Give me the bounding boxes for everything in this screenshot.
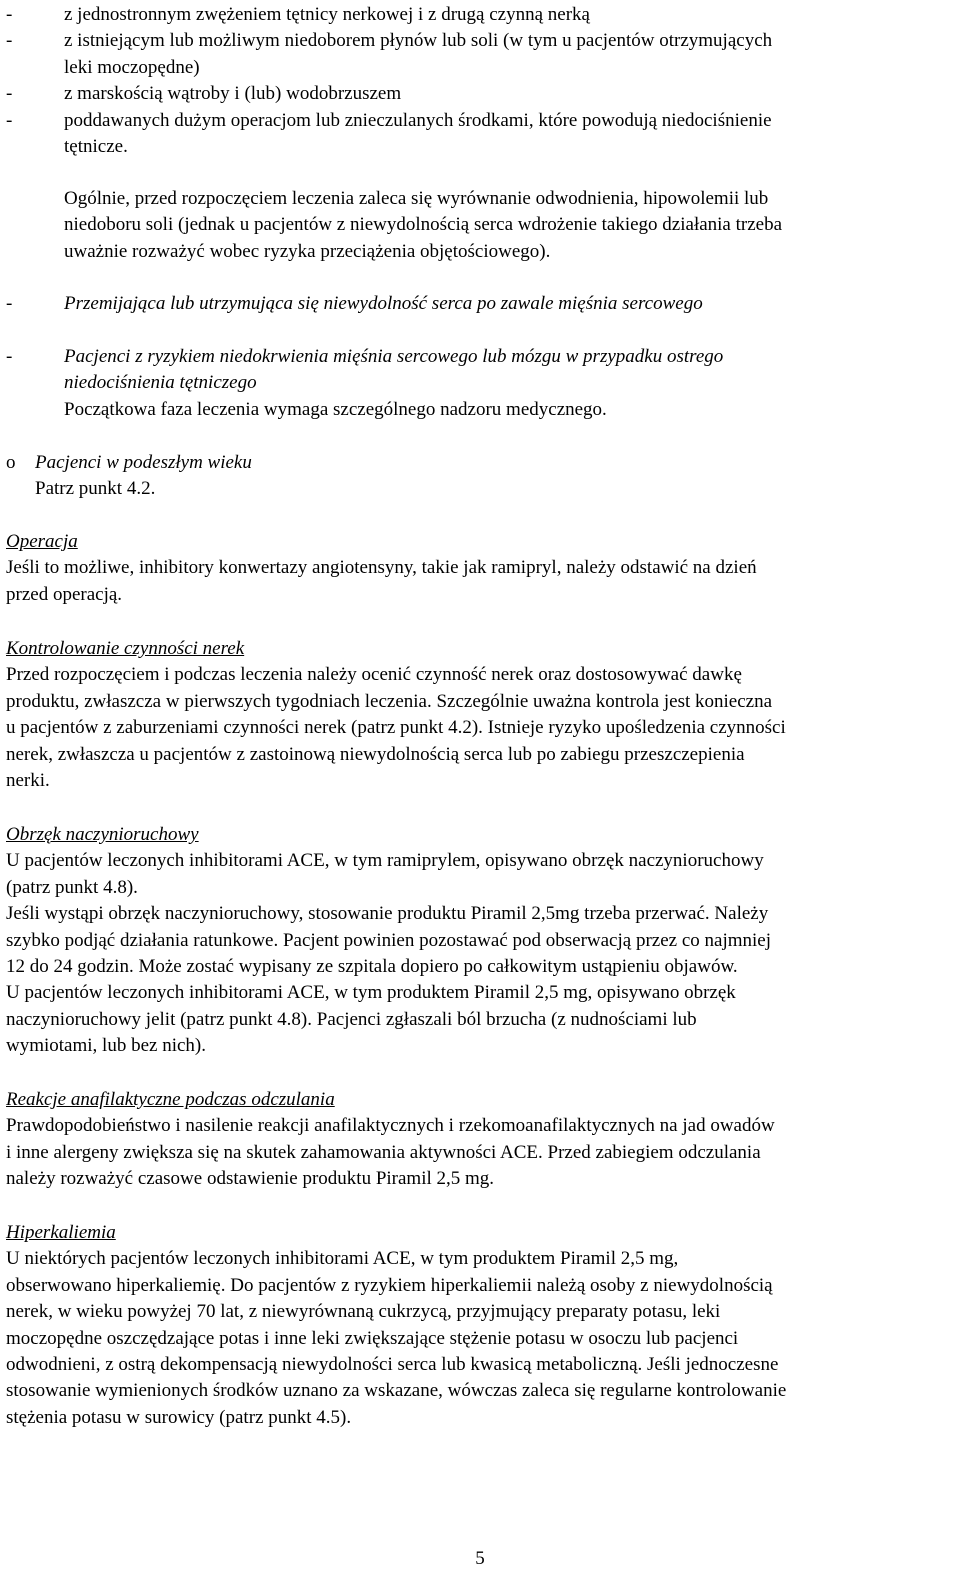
list-item-text: Patrz punkt 4.2. — [35, 478, 156, 500]
section-line: (patrz punkt 4.8). — [6, 876, 138, 898]
section-heading: Obrzęk naczynioruchowy — [6, 824, 199, 845]
list-dash: - — [6, 293, 13, 314]
section-line: nerek, zwłaszcza u pacjentów z zastoinową niewydolnością serca lub po zabiegu przeszczepienia — [6, 743, 745, 765]
list-item-text: z istniejącym lub możliwym niedoborem płynów lub soli (w tym u pacjentów otrzymujących — [64, 30, 773, 52]
section-line: u pacjentów z zaburzeniami czynności nerek (patrz punkt 4.2). Istnieje ryzyko upośledzenia czynności — [6, 717, 786, 739]
list-item-text: Przemijająca lub utrzymująca się niewydolność serca po zawale mięśnia sercowego — [64, 293, 703, 314]
list-dash: - — [6, 346, 13, 367]
ischemia-item — [6, 344, 960, 423]
list-item-text: tętnicze. — [64, 136, 128, 158]
section-line: nerki. — [6, 770, 50, 792]
section-line: U pacjentów leczonych inhibitorami ACE, w tym ramiprylem, opisywano obrzęk naczynioruchowy — [6, 850, 764, 872]
section-line: Jeśli to możliwe, inhibitory konwertazy angiotensyny, takie jak ramipryl, należy odstawić na dzień — [6, 557, 757, 579]
section-line: wymiotami, lub bez nich). — [6, 1035, 206, 1057]
section-hyperkalemia — [6, 1220, 946, 1431]
section-line: odwodnieni, z ostrą dekompensacją niewydolności serca lub kwasicą metaboliczną. Jeśli jednoczesne — [6, 1354, 779, 1376]
list-item-text: z marskością wątroby i (lub) wodobrzuszem — [64, 83, 402, 105]
section-line: Prawdopodobieństwo i nasilenie reakcji anafilaktycznych i rzekomoanafilaktycznych na jad owadów — [6, 1115, 775, 1137]
section-line: Jeśli wystąpi obrzęk naczynioruchowy, stosowanie produktu Piramil 2,5mg trzeba przerwać. Należy — [6, 903, 769, 925]
section-line: U niektórych pacjentów leczonych inhibitorami ACE, w tym produktem Piramil 2,5 mg, — [6, 1248, 679, 1270]
list-dash: - — [6, 30, 13, 52]
list-dash: - — [6, 4, 13, 25]
section-line: stosowanie wymienionych środków uznano za wskazane, wówczas zaleca się regularne kontrolowanie — [6, 1380, 787, 1402]
section-heading: Reakcje anafilaktyczne podczas odczulania — [6, 1089, 335, 1110]
section-line: 12 do 24 godzin. Może zostać wypisany ze szpitala dopiero po całkowitym ustąpieniu objawów. — [6, 956, 738, 978]
section-line: obserwowano hiperkaliemię. Do pacjentów z ryzykiem hiperkaliemii należą osoby z niewydolnością — [6, 1274, 773, 1296]
section-line: i inne alergeny zwiększa się na skutek zahamowania aktywności ACE. Przed zabiegiem odczulania — [6, 1141, 761, 1163]
paragraph-line: uważnie rozważyć wobec ryzyka przeciążenia objętościowego). — [64, 240, 551, 262]
section-line: moczopędne oszczędzające potas i inne leki zwiększające stężenie potasu w osoczu lub pacjenci — [6, 1327, 739, 1349]
list-item — [6, 28, 946, 81]
list-dash: - — [6, 109, 13, 131]
paragraph-line: niedoboru soli (jednak u pacjentów z niewydolnością serca wdrożenie takiego działania trzeba — [64, 214, 783, 236]
section-heading: Operacja — [6, 531, 78, 552]
list-item-note: Początkowa faza leczenia wymaga szczególnego nadzoru medycznego. — [64, 398, 607, 420]
section-renal-function — [6, 636, 946, 794]
contraindication-list — [6, 2, 946, 160]
section-line: nerek, w wieku powyżej 70 lat, z niewyrównaną cukrzycą, przyjmujący preparaty potasu, leki — [6, 1301, 721, 1323]
list-item-text: Pacjenci z ryzykiem niedokrwienia mięśnia sercowego lub mózgu w przypadku ostrego — [64, 346, 724, 367]
heart-failure-item — [6, 291, 960, 317]
section-heading: Kontrolowanie czynności nerek — [6, 638, 245, 659]
section-line: stężenia potasu w surowicy (patrz punkt 4.5). — [6, 1406, 352, 1428]
elderly-item — [6, 450, 960, 503]
list-dash: - — [6, 83, 13, 105]
list-bullet: o — [6, 452, 16, 473]
section-anaphylaxis — [6, 1087, 946, 1193]
list-item-text: niedociśnienia tętniczego — [64, 372, 257, 394]
section-line: U pacjentów leczonych inhibitorami ACE, w tym produktem Piramil 2,5 mg, opisywano obrzęk — [6, 982, 736, 1004]
section-surgery — [6, 529, 946, 608]
page-number: 5 — [475, 1548, 485, 1569]
list-item-text: z jednostronnym zwężeniem tętnicy nerkowej i z drugą czynną nerką — [64, 4, 590, 25]
general-paragraph — [6, 186, 946, 265]
section-line: szybko podjąć działania ratunkowe. Pacjent powinien pozostawać pod obserwacją przez co najmniej — [6, 929, 771, 951]
list-item-title: Pacjenci w podeszłym wieku — [35, 452, 252, 473]
list-item — [6, 108, 946, 161]
paragraph-line: Ogólnie, przed rozpoczęciem leczenia zaleca się wyrównanie odwodnienia, hipowolemii lub — [64, 188, 769, 209]
section-line: należy rozważyć czasowe odstawienie produktu Piramil 2,5 mg. — [6, 1168, 495, 1190]
list-item-text: poddawanych dużym operacjom lub znieczulanych środkami, które powodują niedociśnienie — [64, 109, 772, 131]
section-heading: Hiperkaliemia — [6, 1222, 116, 1243]
list-item — [6, 2, 946, 28]
section-angioedema — [6, 822, 946, 1060]
section-line: produktu, zwłaszcza w pierwszych tygodniach leczenia. Szczególnie uważna kontrola jest konieczna — [6, 690, 773, 712]
section-line: naczynioruchowy jelit (patrz punkt 4.8). Pacjenci zgłaszali ból brzucha (z nudnościami lub — [6, 1008, 697, 1030]
list-item-text: leki moczopędne) — [64, 56, 200, 78]
section-line: przed operacją. — [6, 583, 123, 605]
section-line: Przed rozpoczęciem i podczas leczenia należy ocenić czynność nerek oraz dostosowywać dawkę — [6, 664, 742, 686]
list-item — [6, 81, 946, 107]
